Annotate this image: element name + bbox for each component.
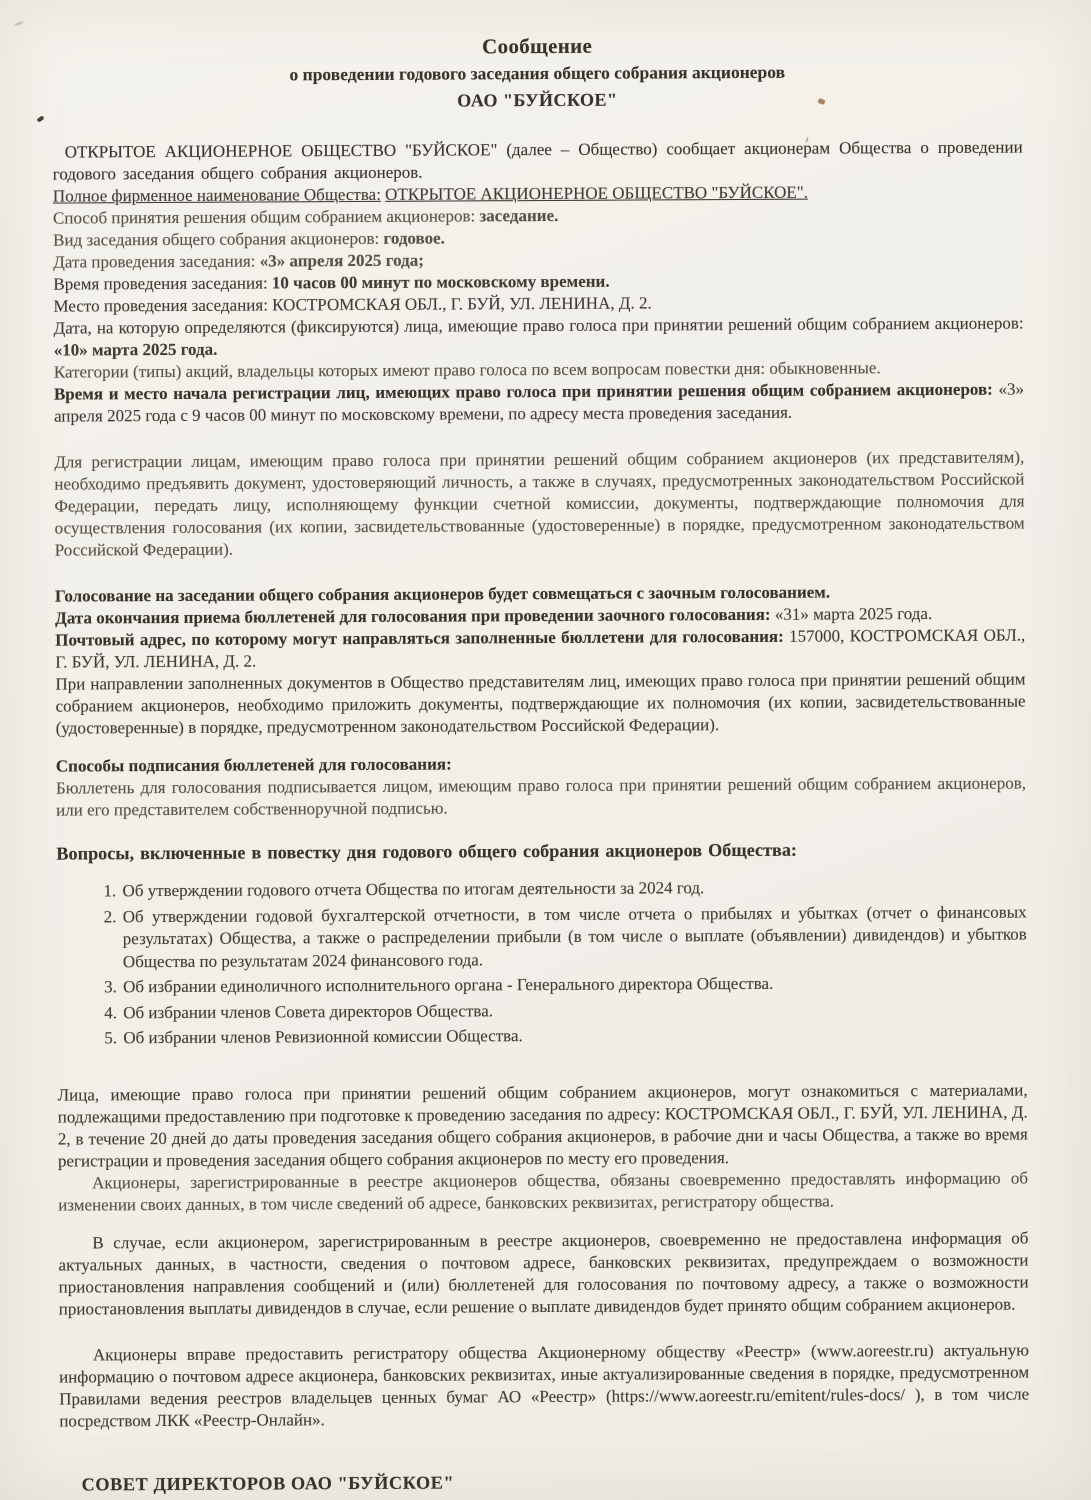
field-value: обыкновенные. (769, 358, 881, 378)
field-value: «31» марта 2025 года. (774, 603, 933, 624)
field-value: КОСТРОМСКАЯ ОБЛ., Г. БУЙ, УЛ. ЛЕНИНА, Д. 2. (272, 293, 652, 315)
agenda-list (56, 875, 1027, 1050)
field-label: Время и место начала регистрации лиц, имеющих право голоса при принятии решения общим собранием акционеров: (53, 379, 993, 404)
field-value: «3» апреля 2025 года с 9 часов 00 минут по московскому времени, по адресу места проведения заседания. (53, 379, 1024, 426)
materials-access-paragraph: Лица, имеющие право голоса при принятии решений общим собранием акционеров, могут ознакомиться с материалами, подлежащими предоставлению при подготовке к проведению заседания по адресу: КОСТРОМСКАЯ ОБЛ., Г. БУЙ, УЛ. ЛЕНИНА, Д. 2, в течение 20 дней до даты проведения заседания общего собрания акционеров, в рабочие дни и часы Общества, а также во время регистрации и проведения заседания общего собрания акционеров по месту его проведения. (57, 1079, 1028, 1171)
registry-update-paragraph: Акционеры, зарегистрированные в реестре акционеров общества, обязаны своевременно предоставлять информацию об изменении своих данных, в том числе сведений об адресе, банковских реквизитах, регистратору общества. (58, 1167, 1029, 1215)
company-name-heading: ОАО "БУЙСКОЕ" (457, 89, 618, 111)
agenda-item: 3. Об избрании единоличного исполнительного органа - Генерального директора Общества. (121, 971, 1027, 998)
documents-attachment-paragraph: При направлении заполненных документов в Общество представителям лиц, имеющих право голоса при принятии решений общим собранием акционеров, необходимо приложить документы, подтверждающие их полномочия (их копии, засвидетельствованные (удостоверенные) в порядке, предусмотренном законодательством Российской Федерации). (55, 669, 1026, 738)
ballot-signing-paragraph: Бюллетень для голосования подписывается лицом, имеющим право голоса при принятии решений общим собранием акционеров, или его представителем собственноручной подписью. (55, 773, 1027, 820)
field-value: 10 часов 00 минут по московскому времени. (271, 271, 610, 293)
field-label: Почтовый адрес, по которому могут направляться заполненные бюллетени для голосования: (55, 626, 784, 650)
ballot-signing-heading: Способы подписания бюллетеней для голосования: (55, 754, 452, 776)
field-registration-time-place (54, 378, 1024, 427)
field-value: заседание. (479, 205, 559, 226)
agenda-item: 4. Об избрании членов Совета директоров Общества. (121, 997, 1027, 1024)
field-label: Дата окончания приема бюллетеней для голосования при проведении заочного голосования: (55, 604, 771, 628)
registrar-info-paragraph: Акционеры вправе предоставить регистратору общества Акционерному обществу «Реестр» (www.aoreestr.ru) актуальную информацию о почтовом адресе акционера, банковских реквизитах, иные актуализированные сведения в порядке, предусмотренном Правилами ведения реестров владельцев ценных бумаг АО «Реестр» (https://www.aoreestr.ru/emitent/rules-docs/ ), в том числе посредством ЛКК «Реестр-Онлайн». (59, 1339, 1030, 1431)
field-label: Способ принятия решения общим собранием акционеров: (52, 206, 476, 228)
field-label: Вид заседания общего собрания акционеров: (53, 228, 380, 250)
field-label: Время проведения заседания: (53, 273, 268, 294)
agenda-item: 5. Об избрании членов Ревизионной комиссии Общества. (121, 1022, 1027, 1049)
field-label: Категории (типы) акций, владельцы которых имеют право голоса по всем вопросам повестки дня: (53, 358, 766, 382)
postal-address-line (55, 624, 1025, 673)
agenda-item: 2. Об утверждении годовой бухгалтерской отчетности, в том числе отчета о прибылях и убытках (отчет о финансовых результатах) Общества, а также о распределении прибыли (в том числе о выплате (объявлении) дивидендов) и убытков Общества по результатам 2024 финансового года. (121, 901, 1027, 973)
field-value: «3» апреля 2025 года; (259, 250, 424, 271)
document-subtitle: о проведении годового заседания общего собрания акционеров (289, 61, 786, 85)
agenda-heading: Вопросы, включенные в повестку дня годового общего собрания акционеров Общества: (56, 839, 798, 864)
intro-paragraph: ОТКРЫТОЕ АКЦИОНЕРНОЕ ОБЩЕСТВО "БУЙСКОЕ" (далее – Общество) сообщает акционерам Общества о проведении годового заседания общего собрания акционеров. (52, 137, 1023, 184)
field-value: годовое. (383, 228, 445, 248)
board-of-directors-signature: СОВЕТ ДИРЕКТОРОВ ОАО "БУЙСКОЕ" (81, 1471, 455, 1494)
full-name-value: ОТКРЫТОЕ АКЦИОНЕРНОЕ ОБЩЕСТВО "БУЙСКОЕ". (385, 182, 808, 204)
document-title: Сообщение (482, 33, 593, 59)
field-label: Место проведения заседания: (53, 295, 268, 316)
registration-requirements-paragraph: Для регистрации лицам, имеющим право голоса при принятии решений общим собранием акционеров (их представителям), необходимо предъявить документ, удостоверяющий личность, а также в случаях, предусмотренных законодательством Российской Федерации, передать лицу, исполняющему функции счетной комиссии, документы, подтверждающие полномочия для осуществления голосования (их копии, засвидетельствованные (удостоверенные) в порядке, предусмотренном законодательством Российской Федерации). (54, 447, 1025, 560)
field-record-date (54, 312, 1024, 361)
field-value: 157000, КОСТРОМСКАЯ ОБЛ., Г. БУЙ, УЛ. ЛЕНИНА, Д. 2. (55, 625, 1026, 672)
absentee-voting-line: Голосование на заседании общего собрания акционеров будет совмещаться с заочным голосованием. (54, 582, 831, 606)
full-name-label: Полное фирменное наименование Общества: (52, 184, 381, 206)
field-value: «10» марта 2025 года. (53, 339, 218, 360)
agenda-item: 1. Об утверждении годового отчета Общества по итогам деятельности за 2024 год. (120, 875, 1026, 902)
field-label: Дата проведения заседания: (53, 251, 256, 272)
data-warning-paragraph: В случае, если акционером, зарегистрированным в реестре акционеров, своевременно не предоставлена информация об актуальных данных, в частности, сведения о почтовом адресе, банковских реквизитах, предупреждаем о возможности приостановления направления сообщений и (или) бюллетеней для голосования по почтовому адресу, а также о возможности приостановления выплаты дивидендов в случае, если решение о выплате дивидендов будет принято общим собранием акционеров. (58, 1227, 1029, 1319)
field-label: Дата, на которую определяются (фиксируются) лица, имеющие право голоса при принятии решений общим собранием акционеров: (53, 313, 1024, 338)
